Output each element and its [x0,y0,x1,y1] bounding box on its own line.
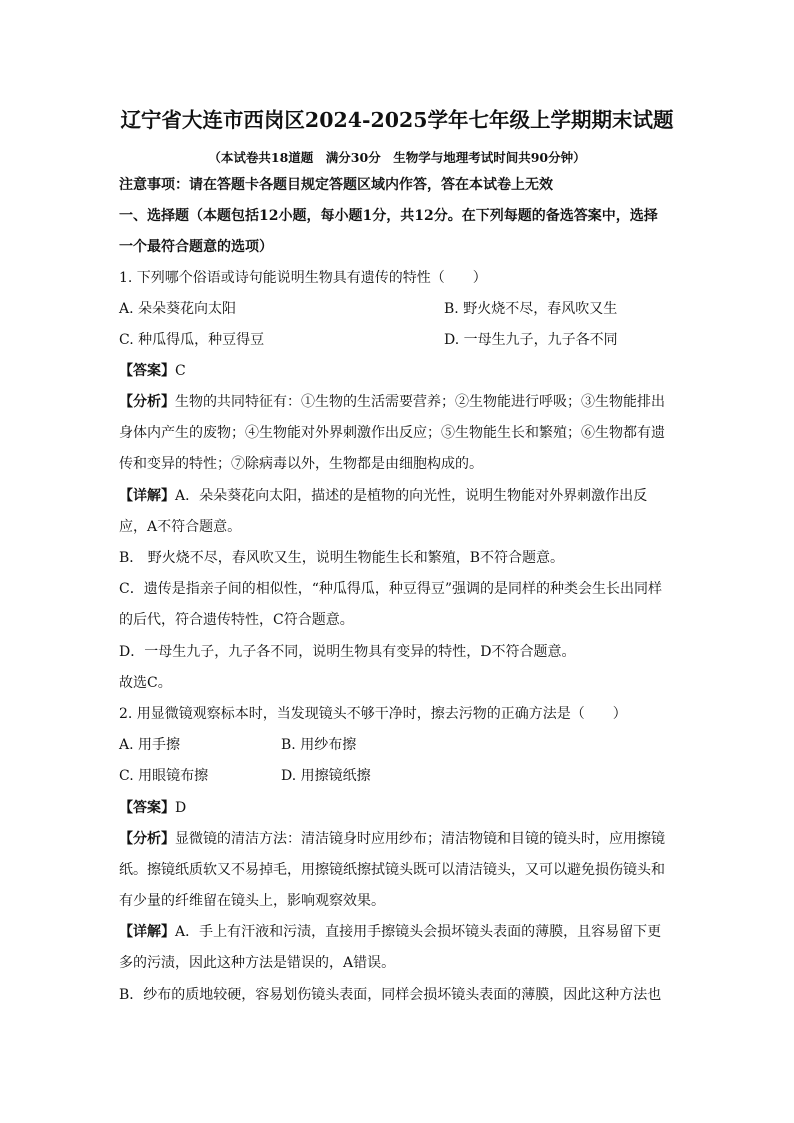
question-1-detail-d: D．一母生九子，九子各不同，说明生物具有变异的特性，D不符合题意。 [119,644,576,660]
analysis-text: 生物的共同特征有：①生物的生活需要营养；②生物能进行呼吸；③生物能排出 [175,394,665,410]
notice-text: 注意事项：请在答题卡各题目规定答题区域内作答，答在本试卷上无效 [119,177,553,193]
question-2-option-d: D. 用擦镜纸擦 [281,768,371,784]
page-title: 辽宁省大连市西岗区2024-2025学年七年级上学期期末试题 [120,108,674,132]
analysis-tag: 【分析】 [119,831,175,847]
detail-tag: 【详解】 [119,488,175,504]
question-2-option-a: A. 用手擦 [119,737,181,753]
question-1-option-c: C. 种瓜得瓜，种豆得豆 [119,332,265,348]
detail-tag: 【详解】 [119,924,175,940]
question-2-analysis-line-1 [119,829,665,849]
answer-tag: 【答案】 [119,363,175,379]
question-1-detail-c-line-2: 的后代，符合遗传特性，C符合题意。 [119,612,354,628]
question-2-analysis-line-3: 有少量的纤维留在镜头上，影响观察效果。 [119,893,385,909]
exam-info-subtitle: （本试卷共18道题 满分30分 生物学与地理考试时间共90分钟） [208,150,586,165]
question-1-detail-c-line-1: C．遗传是指亲子间的相似性，“种瓜得瓜，种豆得豆”强调的是同样的种类会生长出同样 [119,581,663,597]
answer-value: D [175,800,187,816]
question-1-answer [119,361,186,381]
question-1-option-d: D. 一母生九子，九子各不同 [444,332,618,348]
question-1-option-b: B. 野火烧不尽，春风吹又生 [444,301,618,317]
question-1-analysis-line-1 [119,392,665,412]
detail-text: A．朵朵葵花向太阳，描述的是植物的向光性，说明生物能对外界刺激作出反 [175,488,648,504]
detail-text: A．手上有汗液和污渍，直接用手擦镜头会损坏镜头表面的薄膜，且容易留下更 [175,924,662,940]
question-1-conclusion: 故选C。 [119,675,172,691]
section-heading-line-1: 一、选择题（本题包括12小题，每小题1分，共12分。在下列每题的备选答案中，选择 [119,208,658,224]
question-2-option-b: B. 用纱布擦 [281,737,357,753]
answer-tag: 【答案】 [119,800,175,816]
question-2-stem: 2. 用显微镜观察标本时，当发现镜头不够干净时，擦去污物的正确方法是（ ） [119,706,627,722]
question-1-detail-a-line-2: 应，A不符合题意。 [119,519,242,535]
question-1-analysis-line-2: 身体内产生的废物；④生物能对外界刺激作出反应；⑤生物能生长和繁殖；⑥生物都有遗 [119,425,665,441]
question-2-detail-a-line-2: 多的污渍，因此这种方法是错误的，A错误。 [119,955,396,971]
section-heading-line-2: 一个最符合题意的选项） [119,239,273,255]
question-2-analysis-line-2: 纸。擦镜纸质软又不易掉毛，用擦镜纸擦拭镜头既可以清洁镜头，又可以避免损伤镜头和 [119,862,665,878]
question-2-answer [119,798,186,818]
question-1-option-a: A. 朵朵葵花向太阳 [119,301,237,317]
analysis-text: 显微镜的清洁方法：清洁镜身时应用纱布；清洁物镜和目镜的镜头时，应用擦镜 [175,831,665,847]
question-1-detail-a-line-1 [119,486,647,506]
question-1-analysis-line-3: 传和变异的特性；⑦除病毒以外，生物都是由细胞构成的。 [119,456,483,472]
answer-value: C [175,363,186,379]
question-1-detail-b: B． 野火烧不尽，春风吹又生，说明生物能生长和繁殖，B不符合题意。 [119,550,565,566]
question-2-option-c: C. 用眼镜布擦 [119,768,209,784]
question-2-detail-b-line-1: B．纱布的质地较硬，容易划伤镜头表面，同样会损坏镜头表面的薄膜，因此这种方法也 [119,987,662,1003]
question-2-detail-a-line-1 [119,922,661,942]
question-1-stem: 1. 下列哪个俗语或诗句能说明生物具有遗传的特性（ ） [119,270,487,286]
analysis-tag: 【分析】 [119,394,175,410]
